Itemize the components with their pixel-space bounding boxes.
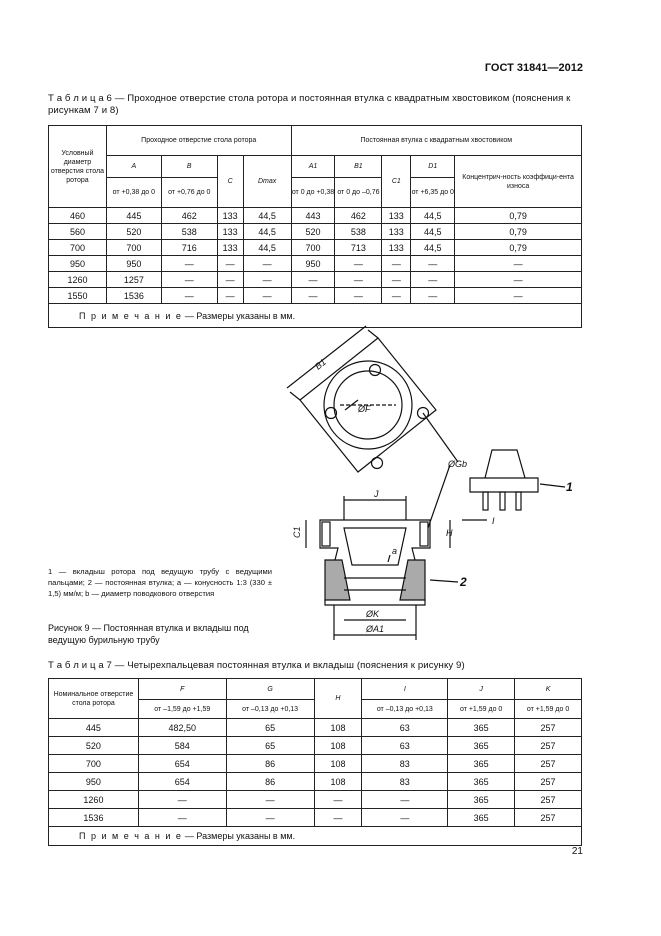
- table-cell: 0,79: [455, 224, 582, 240]
- table-row: [49, 773, 582, 791]
- table-cell: 1536: [49, 809, 139, 827]
- table-cell: 700: [291, 240, 335, 256]
- table-cell: —: [161, 272, 217, 288]
- callout-2: 2: [460, 575, 467, 589]
- table-cell: 257: [515, 737, 582, 755]
- t6-h-C1: C1: [382, 156, 411, 208]
- table-cell: 63: [362, 737, 448, 755]
- t7-tol-F: от –1,59 до +1,59: [138, 700, 226, 719]
- label-B1: B1: [313, 356, 328, 372]
- table-cell: 654: [138, 755, 226, 773]
- table-cell: —: [161, 256, 217, 272]
- label-C1: C1: [292, 526, 302, 538]
- t7-h-I: I: [362, 679, 448, 700]
- table-row: [49, 208, 582, 224]
- table-row: [49, 719, 582, 737]
- table-cell: 365: [448, 737, 515, 755]
- table-cell: 257: [515, 755, 582, 773]
- insert-pin-c: [516, 492, 521, 510]
- table-cell: —: [455, 272, 582, 288]
- table-cell: 950: [291, 256, 335, 272]
- t7-h-G: G: [226, 679, 314, 700]
- figure9-caption: Рисунок 9 — Постоянная втулка и вкладыш под ведущую бурильную трубу: [48, 623, 249, 645]
- flange-outer-ring: [324, 361, 412, 449]
- label-G: ØGb: [448, 459, 468, 469]
- t7-h-K: K: [515, 679, 582, 700]
- label-I: I: [492, 516, 495, 526]
- table-cell: 257: [515, 719, 582, 737]
- table-cell: 538: [161, 224, 217, 240]
- table-cell: 460: [49, 208, 107, 224]
- table-cell: 0,79: [455, 208, 582, 224]
- insert-pin-b: [500, 492, 505, 510]
- table-cell: 365: [448, 719, 515, 737]
- table-cell: 1536: [106, 288, 161, 304]
- table-cell: 65: [226, 737, 314, 755]
- table-cell: 83: [362, 773, 448, 791]
- t6-group1-header: Проходное отверстие стола ротора: [106, 126, 291, 156]
- table-row: [49, 791, 582, 809]
- t6-col0-header: Условный диаметр отверстия стола ротора: [49, 126, 107, 208]
- table-cell: 133: [217, 208, 243, 224]
- t6-note-label: П р и м е ч а н и е: [79, 310, 183, 321]
- table-cell: —: [382, 288, 411, 304]
- table-cell: 44,5: [411, 224, 455, 240]
- t6-h-A1: A1: [291, 156, 335, 178]
- table-cell: 133: [217, 224, 243, 240]
- table-cell: 520: [106, 224, 161, 240]
- t7-h-J: J: [448, 679, 515, 700]
- table-cell: 257: [515, 809, 582, 827]
- table6-caption-line1: Т а б л и ц а 6 — Проходное отверстие стола ротора и постоянная втулка с квадратным хвостовиком (пояснения к: [48, 93, 571, 104]
- table-cell: 44,5: [243, 224, 291, 240]
- table-cell: 365: [448, 791, 515, 809]
- table-cell: 462: [335, 208, 382, 224]
- table-cell: —: [411, 272, 455, 288]
- table-cell: 520: [49, 737, 139, 755]
- table-cell: —: [243, 256, 291, 272]
- table-row: [49, 272, 582, 288]
- t6-tol-A1: от 0 до +0,38: [291, 178, 335, 208]
- bushing-section: [320, 520, 430, 605]
- table-cell: —: [161, 288, 217, 304]
- table-cell: 462: [161, 208, 217, 224]
- t6-tol-B: от +0,76 до 0: [161, 178, 217, 208]
- table-cell: 443: [291, 208, 335, 224]
- t6-h-B: B: [161, 156, 217, 178]
- table-cell: —: [138, 791, 226, 809]
- label-a: a: [392, 546, 398, 556]
- table-cell: 83: [362, 755, 448, 773]
- table-cell: 63: [362, 719, 448, 737]
- t7-note: [49, 827, 582, 846]
- table-cell: 257: [515, 791, 582, 809]
- table-cell: —: [243, 288, 291, 304]
- table-cell: 133: [382, 224, 411, 240]
- t7-note-text: — Размеры указаны в мм.: [182, 831, 296, 841]
- t6-h-concentricity: Концентрич-ность коэффици-ента износа: [455, 156, 582, 208]
- table-cell: 700: [49, 240, 107, 256]
- table-cell: 133: [382, 240, 411, 256]
- table-cell: —: [226, 791, 314, 809]
- table-cell: 560: [49, 224, 107, 240]
- label-K: ØK: [366, 609, 380, 619]
- table-cell: —: [217, 288, 243, 304]
- table-cell: —: [455, 288, 582, 304]
- table-cell: —: [362, 791, 448, 809]
- flange-inner-bore: [334, 371, 402, 439]
- table-cell: 44,5: [243, 240, 291, 256]
- t6-note-text: — Размеры указаны в мм.: [182, 310, 296, 321]
- table-cell: —: [217, 272, 243, 288]
- table-cell: —: [382, 256, 411, 272]
- t7-note-label: П р и м е ч а н и е: [79, 831, 183, 841]
- table-cell: 654: [138, 773, 226, 791]
- table-cell: 1260: [49, 272, 107, 288]
- table-cell: 108: [314, 755, 362, 773]
- table-cell: 133: [217, 240, 243, 256]
- t6-tol-D1: от +6,35 до 0: [411, 178, 455, 208]
- table-cell: —: [314, 791, 362, 809]
- t6-h-B1: B1: [335, 156, 382, 178]
- label-F: ØF: [358, 404, 371, 414]
- figure9-legend: 1 — вкладыш ротора под ведущую трубу с ведущими пальцами; 2 — постоянная втулка; a — конусность 1:3 (330 ± 1,5) мм/м; b — диаметр поводкового отверстия: [48, 567, 272, 598]
- table-cell: 257: [515, 773, 582, 791]
- table-cell: 0,79: [455, 240, 582, 256]
- table-cell: 445: [106, 208, 161, 224]
- table-cell: 365: [448, 809, 515, 827]
- table-cell: 716: [161, 240, 217, 256]
- table-cell: 108: [314, 737, 362, 755]
- table-cell: 538: [335, 224, 382, 240]
- table-row: [49, 240, 582, 256]
- t6-h-Dmax: Dmax: [243, 156, 291, 208]
- table-cell: 1257: [106, 272, 161, 288]
- t6-h-A: A: [106, 156, 161, 178]
- table-cell: —: [243, 272, 291, 288]
- table-cell: 44,5: [411, 240, 455, 256]
- t6-tol-A: от +0,38 до 0: [106, 178, 161, 208]
- table-cell: —: [411, 256, 455, 272]
- table-cell: 950: [49, 773, 139, 791]
- table-cell: 86: [226, 773, 314, 791]
- t6-h-C: C: [217, 156, 243, 208]
- insert-pin-a: [483, 492, 488, 510]
- t7-col0-header: Номинальное отверстие стола ротора: [49, 679, 139, 719]
- table-cell: 1260: [49, 791, 139, 809]
- table-cell: 520: [291, 224, 335, 240]
- t7-tol-J: от +1,59 до 0: [448, 700, 515, 719]
- table-row: [49, 809, 582, 827]
- table-cell: 950: [106, 256, 161, 272]
- table-cell: 482,50: [138, 719, 226, 737]
- table6-caption: [48, 93, 570, 117]
- table-cell: 700: [106, 240, 161, 256]
- table-cell: —: [335, 256, 382, 272]
- table-cell: 108: [314, 719, 362, 737]
- square-flange-outline: [300, 338, 436, 472]
- table-row: [49, 288, 582, 304]
- insert-side-view: [470, 450, 538, 492]
- label-H: H: [446, 528, 453, 538]
- document-id: ГОСТ 31841—2012: [484, 62, 583, 74]
- table-cell: 108: [314, 773, 362, 791]
- table7-caption: Т а б л и ц а 7 — Четырехпальцевая постоянная втулка и вкладыш (пояснения к рисунку 9): [48, 660, 465, 671]
- table-cell: 445: [49, 719, 139, 737]
- table6: [48, 125, 582, 328]
- t7-body: [49, 719, 582, 827]
- table-cell: —: [226, 809, 314, 827]
- table-cell: 713: [335, 240, 382, 256]
- table7: [48, 678, 582, 846]
- table-cell: —: [217, 256, 243, 272]
- t7-h-F: F: [138, 679, 226, 700]
- table-cell: 133: [382, 208, 411, 224]
- table-cell: 365: [448, 773, 515, 791]
- table-cell: 44,5: [243, 208, 291, 224]
- pin-hole-4: [372, 458, 383, 469]
- table-cell: 584: [138, 737, 226, 755]
- table-cell: —: [382, 272, 411, 288]
- pin-hole-1: [326, 408, 337, 419]
- table-cell: —: [455, 256, 582, 272]
- table-cell: 950: [49, 256, 107, 272]
- label-A1: ØA1: [366, 624, 385, 634]
- t7-tol-I: от –0,13 до +0,13: [362, 700, 448, 719]
- table6-caption-line2: рисункам 7 и 8): [48, 105, 119, 116]
- table-cell: —: [411, 288, 455, 304]
- pin-hole-2: [370, 365, 381, 376]
- table-cell: 44,5: [411, 208, 455, 224]
- table-row: [49, 224, 582, 240]
- t7-tol-G: от –0,13 до +0,13: [226, 700, 314, 719]
- table-cell: —: [335, 272, 382, 288]
- table-cell: 65: [226, 719, 314, 737]
- label-J: J: [374, 489, 379, 499]
- pin-hole-3: [418, 408, 429, 419]
- table-cell: 365: [448, 755, 515, 773]
- table-cell: —: [291, 288, 335, 304]
- callout-1: 1: [566, 480, 573, 494]
- page-number: 21: [571, 846, 583, 857]
- t6-group2-header: Постоянная втулка с квадратным хвостовиком: [291, 126, 581, 156]
- t6-tol-B1: от 0 до –0,76: [335, 178, 382, 208]
- table-cell: 1550: [49, 288, 107, 304]
- t6-note: [49, 304, 582, 328]
- table-row: [49, 256, 582, 272]
- t6-h-D1: D1: [411, 156, 455, 178]
- t7-tol-K: от +1,59 до 0: [515, 700, 582, 719]
- table-cell: —: [335, 288, 382, 304]
- t6-body: [49, 208, 582, 304]
- table-cell: —: [362, 809, 448, 827]
- table-cell: —: [314, 809, 362, 827]
- table-cell: 700: [49, 755, 139, 773]
- table-row: [49, 737, 582, 755]
- table-cell: 86: [226, 755, 314, 773]
- table-cell: —: [138, 809, 226, 827]
- table-cell: —: [291, 272, 335, 288]
- table-row: [49, 755, 582, 773]
- t7-h-H: H: [314, 679, 362, 719]
